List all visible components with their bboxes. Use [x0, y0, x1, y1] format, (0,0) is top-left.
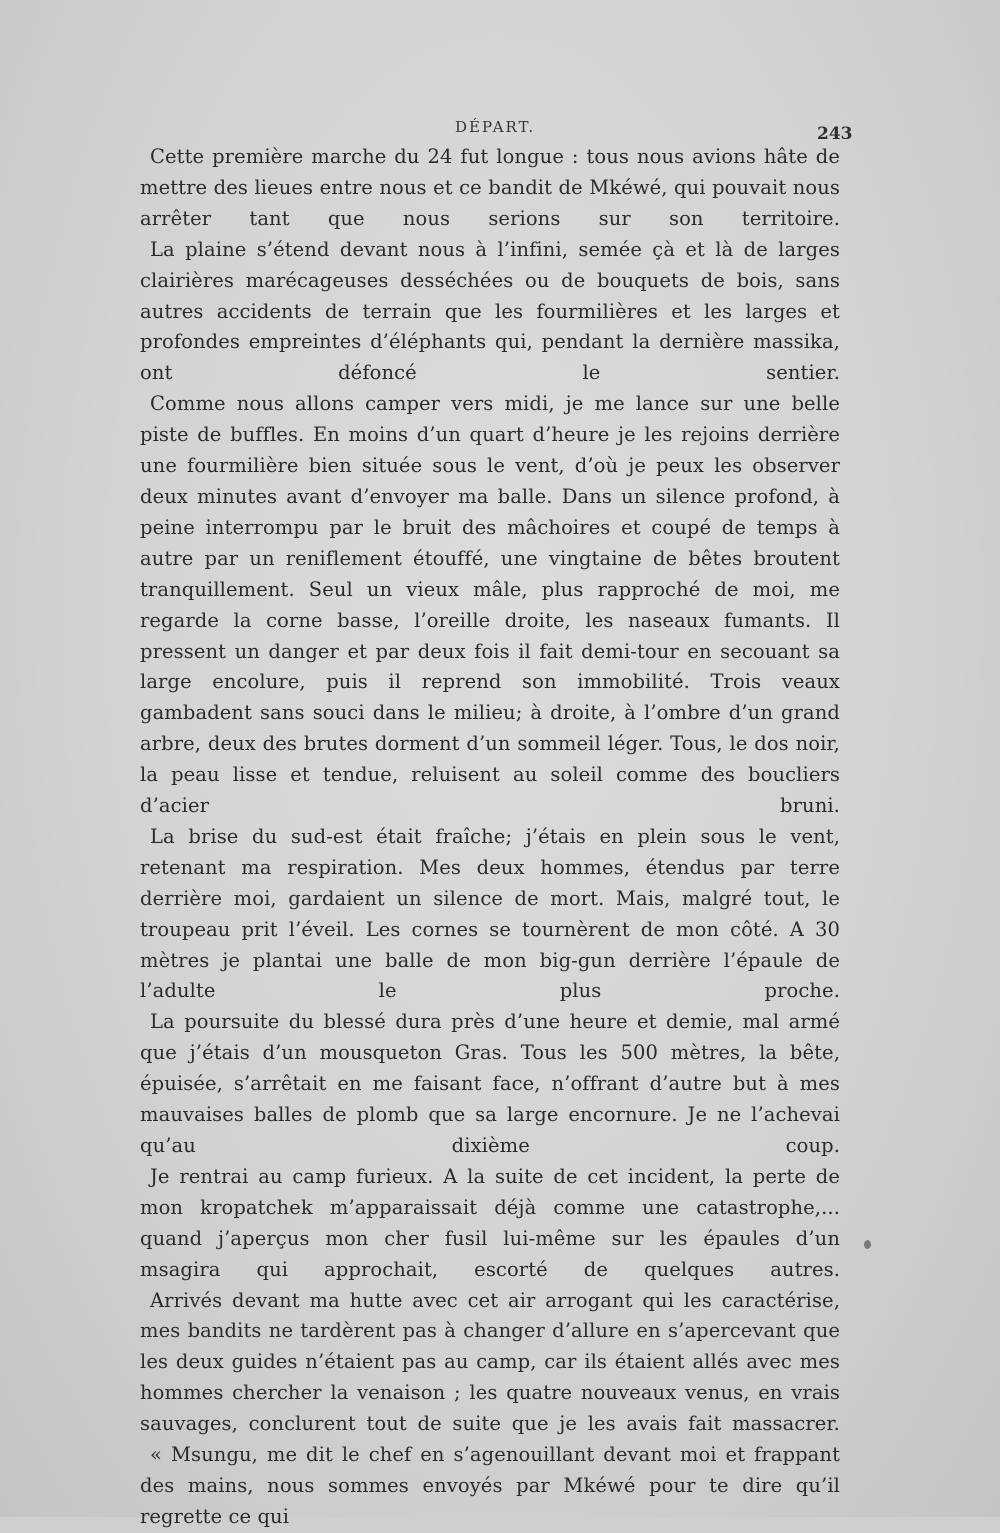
paragraph: La brise du sud-est était fraîche; j’étais en plein sous le vent, retenant ma respiration. Mes deux hommes, étendus par terre derrière moi, gardaient un silence de mort. Mais, malgré tout, le troupeau prit l’éveil. Les cornes se tournèrent de mon côté. A 30 mètres je plantai une balle de mon big-gun derrière l’épaule de l’adulte le plus proche. [140, 824, 840, 1003]
body-text [140, 142, 840, 1533]
paragraph-continued: « Msungu, me dit le chef en s’agenouillant devant moi et frappant des mains, nous sommes envoyés par Mkéwé pour te dire qu’il regrette ce qui [140, 1443, 840, 1528]
paragraph: Je rentrai au camp furieux. A la suite de cet incident, la perte de mon kropatchek m’apparaissait déjà comme une catastrophe,... quand j’aperçus mon cher fusil lui-même sur les épaules d’un msagira qui approchait, escorté de quelques autres. [140, 1164, 840, 1281]
running-head: DÉPART. [455, 118, 536, 136]
ink-blot [864, 1240, 871, 1249]
paragraph: La plaine s’étend devant nous à l’infini, semée çà et là de larges clairières marécageuses desséchées ou de bouquets de bois, sans autres accidents de terrain que les fourmilières et les larges et profondes empreintes d’éléphants qui, pendant la dernière massika, ont défoncé le sentier. [140, 237, 840, 385]
paragraph: Cette première marche du 24 fut longue : tous nous avions hâte de mettre des lieues entre nous et ce bandit de Mkéwé, qui pouvait nous arrêter tant que nous serions sur son territoire. [140, 145, 840, 230]
paragraph: Arrivés devant ma hutte avec cet air arrogant qui les caractérise, mes bandits ne tardèrent pas à changer d’allure en s’apercevant que les deux guides n’étaient pas au camp, car ils étaient allés avec mes hommes chercher la venaison ; les quatre nouveaux venus, en vrais sauvages, conclurent tout de suite que je les avais fait massacrer. [140, 1288, 840, 1436]
paragraph: La poursuite du blessé dura près d’une heure et demie, mal armé que j’étais d’un mousqueton Gras. Tous les 500 mètres, la bête, épuisée, s’arrêtait en me faisant face, n’offrant d’autre but à mes mauvaises balles de plomb que sa large encornure. Je ne l’achevai qu’au dixième coup. [140, 1010, 840, 1157]
paragraph: Comme nous allons camper vers midi, je me lance sur une belle piste de buffles. En moins d’un quart d’heure je les rejoins derrière une fourmilière bien située sous le vent, d’où je peux les observer deux minutes avant d’envoyer ma balle. Dans un silence profond, à peine interrompu par le bruit des mâchoires et coupé de temps à autre par un reniflement étouffé, une vingtaine de bêtes broutent tranquillement. Seul un vieux mâle, plus rapproché de moi, me regarde la corne basse, l’oreille droite, les naseaux fumants. Il pressent un danger et par deux fois il fait demi-tour en secouant sa large encolure, puis il reprend son immobilité. Trois veaux gambadent sans souci dans le milieu; à droite, à l’ombre d’un grand arbre, deux des brutes dorment d’un sommeil léger. Tous, le dos noir, la peau lisse et tendue, reluisent au soleil comme des boucliers d’acier bruni. [140, 392, 840, 818]
page-number: 243 [817, 124, 853, 144]
